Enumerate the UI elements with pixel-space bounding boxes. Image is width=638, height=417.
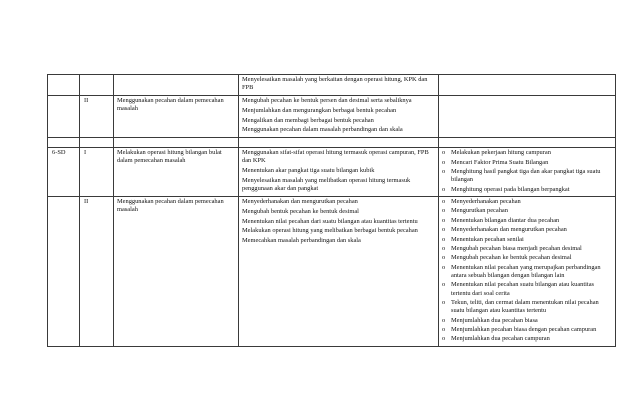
table-row <box>48 196 616 346</box>
competency-item: Menjumlahkan dan mengurangkan berbagai bentuk pecahan <box>242 106 397 114</box>
standard-cell: Menggunakan pecahan dalam pemecahan masalah <box>114 196 239 346</box>
competency-item: Menggunakan sifat-sifat operasi hitung termasuk operasi campuran, FPB dan KPK <box>242 149 429 165</box>
indicator-item: o Mengurutkan pecahan <box>442 207 612 215</box>
indicator-item: o Tekun, teliti, dan cermat dalam menentukan nilai pecahan suatu bilangan atau kuantitas tertentu <box>442 299 612 315</box>
grade-cell <box>48 96 80 138</box>
competency-item: Menentukan nilai pecahan dari suatu bilangan atau kuantitas tertentu <box>242 217 418 225</box>
indicator-item: o Melakukan pekerjaan hitung campuran <box>442 149 612 157</box>
indicator-item: o Menjumlahkan dua pecahan campuran <box>442 335 612 343</box>
table-row <box>48 75 616 96</box>
indicator-list <box>442 198 612 344</box>
table-row <box>48 96 616 138</box>
indicator-cell <box>439 196 616 346</box>
competency-item: Mengubah pecahan ke bentuk persen dan desimal serta sebaliknya <box>242 97 412 104</box>
grade-cell: 6-SD <box>48 148 80 197</box>
grade-cell <box>48 75 80 96</box>
competency-item: Melakukan operasi hitung yang melibatkan berbagai bentuk pecahan <box>242 227 418 235</box>
competency-item: Mengubah bentuk pecahan ke bentuk desimal <box>242 207 359 215</box>
indicator-item: o Mencari Faktor Prima Suatu Bilangan <box>442 159 612 167</box>
competency-cell <box>239 75 439 96</box>
grade-cell <box>48 196 80 346</box>
competency-item: Menggunakan pecahan dalam masalah perbandingan dan skala <box>242 126 403 134</box>
indicator-item: o Menentukan nilai pecahan yang merupajkan perbandingan antara sebuah bilangan dengan bilangan lain <box>442 264 612 280</box>
standard-cell <box>114 75 239 96</box>
competency-item: Menyelesaikan masalah yang melibatkan operasi hitung termasuk penggunaan akar dan pangkat <box>242 176 411 193</box>
semester-cell <box>80 75 114 96</box>
indicator-item: o Menghitung operasi pada bilangan berpangkat <box>442 186 612 194</box>
indicator-item: o Mengubah pecahan ke bentuk pecahan desimal <box>442 254 612 262</box>
indicator-item: o Menentukan pecahan senilai <box>442 236 612 244</box>
indicator-item: o Menentukan nilai pecahan suatu bilangan atau kuantitas tertentu dari soal cerita <box>442 281 612 297</box>
semester-cell: I <box>80 148 114 197</box>
indicator-item: o Menyederhanakan dan mengurutkan pecahan <box>442 226 612 234</box>
competency-item: Memecahkan masalah perbandingan dan skala <box>242 237 361 245</box>
competency-item: Menyederhanakan dan mengurutkan pecahan <box>242 197 358 205</box>
table-spacer-row <box>48 138 616 148</box>
competency-item: Mengalikan dan membagi berbagai bentuk pecahan <box>242 116 374 124</box>
indicator-cell <box>439 75 616 96</box>
indicator-list <box>442 149 612 194</box>
table-row <box>48 148 616 197</box>
competency-cell <box>239 148 439 197</box>
competency-item: Menyelesaikan masalah yang berkaitan dengan operasi hitung, KPK dan FPB <box>242 76 428 92</box>
competency-cell <box>239 96 439 138</box>
indicator-item: o Menghitung hasil pangkat tiga dan akar pangkat tiga suatu bilangan <box>442 168 612 184</box>
indicator-cell <box>439 148 616 197</box>
indicator-cell <box>439 96 616 138</box>
indicator-item: o Menentukan bilangan diantar dua pecahan <box>442 217 612 225</box>
curriculum-table <box>47 74 616 347</box>
standard-cell: Menggunakan pecahan dalam pemecahan masalah <box>114 96 239 138</box>
indicator-item: o Menjumlahkan dua pecahan biasa <box>442 317 612 325</box>
semester-cell: II <box>80 196 114 346</box>
semester-cell: II <box>80 96 114 138</box>
indicator-item: o Menyederhanakan pecahan <box>442 198 612 206</box>
indicator-item: o Mengubah pecahan biasa menjadi pecahan desimal <box>442 245 612 253</box>
competency-item: Menentukan akar pangkat tiga suatu bilangan kubik <box>242 167 375 175</box>
standard-cell: Melakukan operasi hitung bilangan bulat dalam pemecahan masalah <box>114 148 239 197</box>
competency-cell <box>239 196 439 346</box>
indicator-item: o Menjumlahkan pecahan biasa dengan pecahan campuran <box>442 326 612 334</box>
